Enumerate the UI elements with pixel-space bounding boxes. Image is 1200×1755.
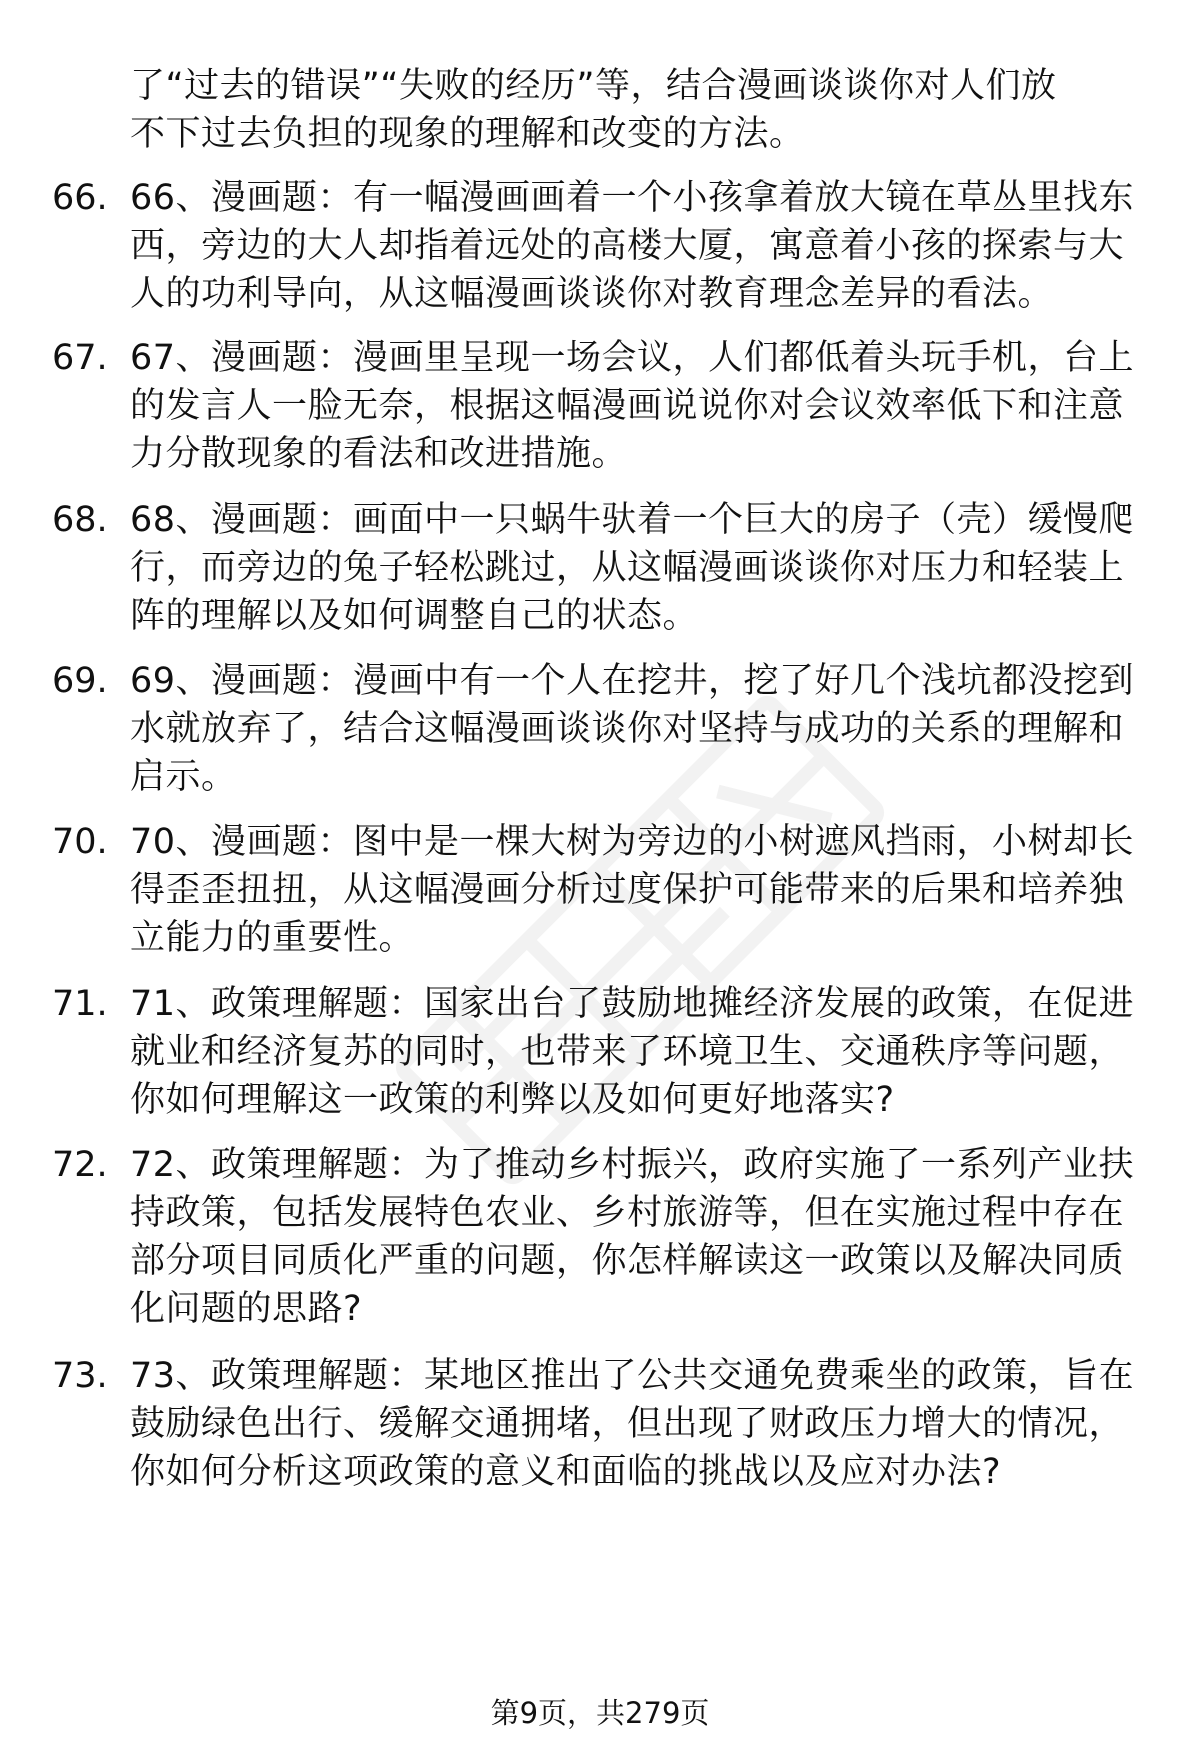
item-text: 72、政策理解题：为了推动乡村振兴，政府实施了一系列产业扶 持政策，包括发展特色农业、乡村旅游等，但在实施过程中存在 部分项目同质化严重的问题，你怎样解读这一政策以及解决同质 化问题的思路?: [130, 1145, 1135, 1329]
item-number: 70.: [52, 822, 108, 862]
item-number: 72.: [52, 1145, 108, 1185]
item-number: 66.: [52, 178, 108, 218]
item-number: 69.: [52, 661, 108, 701]
item-text: 66、漫画题：有一幅漫画画着一个小孩拿着放大镜在草丛里找东 西，旁边的大人却指着远处的高楼大厦，寓意着小孩的探索与大 人的功利导向，从这幅漫画谈谈你对教育理念差异的看法。: [130, 178, 1135, 314]
item-text: 71、政策理解题：国家出台了鼓励地摊经济发展的政策，在促进 就业和经济复苏的同时，也带来了环境卫生、交通秩序等问题， 你如何理解这一政策的利弊以及如何更好地落实?: [130, 984, 1135, 1120]
item-number: 67.: [52, 338, 108, 378]
item-text: 69、漫画题：漫画中有一个人在挖井，挖了好几个浅坑都没挖到 水就放弃了，结合这幅漫画谈谈你对坚持与成功的关系的理解和 启示。: [130, 661, 1135, 797]
page-footer: 第9页，共279页: [490, 1696, 710, 1730]
item-number: 68.: [52, 500, 108, 540]
item-number: 71.: [52, 984, 108, 1024]
item-text: 67、漫画题：漫画里呈现一场会议，人们都低着头玩手机，台上 的发言人一脸无奈，根据这幅漫画说说你对会议效率低下和注意 力分散现象的看法和改进措施。: [130, 338, 1135, 474]
item-text: 70、漫画题：图中是一棵大树为旁边的小树遮风挡雨，小树却长 得歪歪扭扭，从这幅漫画分析过度保护可能带来的后果和培养独 立能力的重要性。: [130, 822, 1135, 958]
item-text: 68、漫画题：画面中一只蜗牛驮着一个巨大的房子（壳）缓慢爬 行，而旁边的兔子轻松跳过，从这幅漫画谈谈你对压力和轻装上 阵的理解以及如何调整自己的状态。: [130, 500, 1135, 636]
item-text: 73、政策理解题：某地区推出了公共交通免费乘坐的政策，旨在 鼓励绿色出行、缓解交通拥堵，但出现了财政压力增大的情况， 你如何分析这项政策的意义和面临的挑战以及应对办法?: [130, 1356, 1135, 1492]
continuation-paragraph: 了“过去的错误”“失败的经历”等，结合漫画谈谈你对人们放 不下过去负担的现象的理解和改变的方法。: [130, 66, 1057, 154]
item-number: 73.: [52, 1356, 108, 1396]
